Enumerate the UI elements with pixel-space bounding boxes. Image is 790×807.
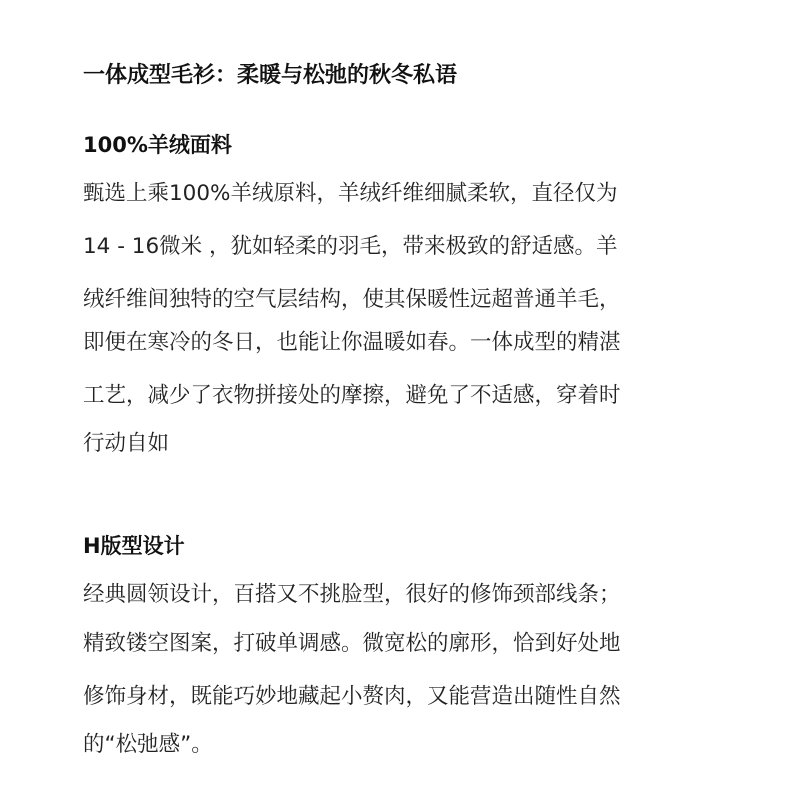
paragraph-line: 绒纤维间独特的空气层结构，使其保暖性远超普通羊毛， (83, 287, 621, 312)
paragraph-line: 精致镂空图案，打破单调感。微宽松的廓形，恰到好处地 (83, 631, 621, 656)
paragraph-line: 即便在寒冷的冬日，也能让你温暖如春。一体成型的精湛 (83, 330, 621, 355)
paragraph-line: 行动自如 (83, 431, 170, 456)
paragraph-line: 的“松弛感”。 (83, 732, 213, 757)
article-title: 一体成型毛衫：柔暖与松弛的秋冬私语 (83, 63, 458, 88)
section-heading: H版型设计 (83, 534, 185, 558)
paragraph-line: 修饰身材，既能巧妙地藏起小赘肉，又能营造出随性自然 (83, 684, 621, 709)
paragraph-line: 经典圆领设计，百搭又不挑脸型，很好的修饰颈部线条； (83, 582, 621, 607)
section-heading: 100%羊绒面料 (83, 133, 232, 157)
paragraph-line: 14 - 16微米 ，犹如轻柔的羽毛，带来极致的舒适感。羊 (83, 234, 618, 259)
paragraph-line: 工艺，减少了衣物拼接处的摩擦，避免了不适感，穿着时 (83, 383, 621, 408)
paragraph-line: 甄选上乘100%羊绒原料，羊绒纤维细腻柔软，直径仅为 (83, 181, 618, 206)
